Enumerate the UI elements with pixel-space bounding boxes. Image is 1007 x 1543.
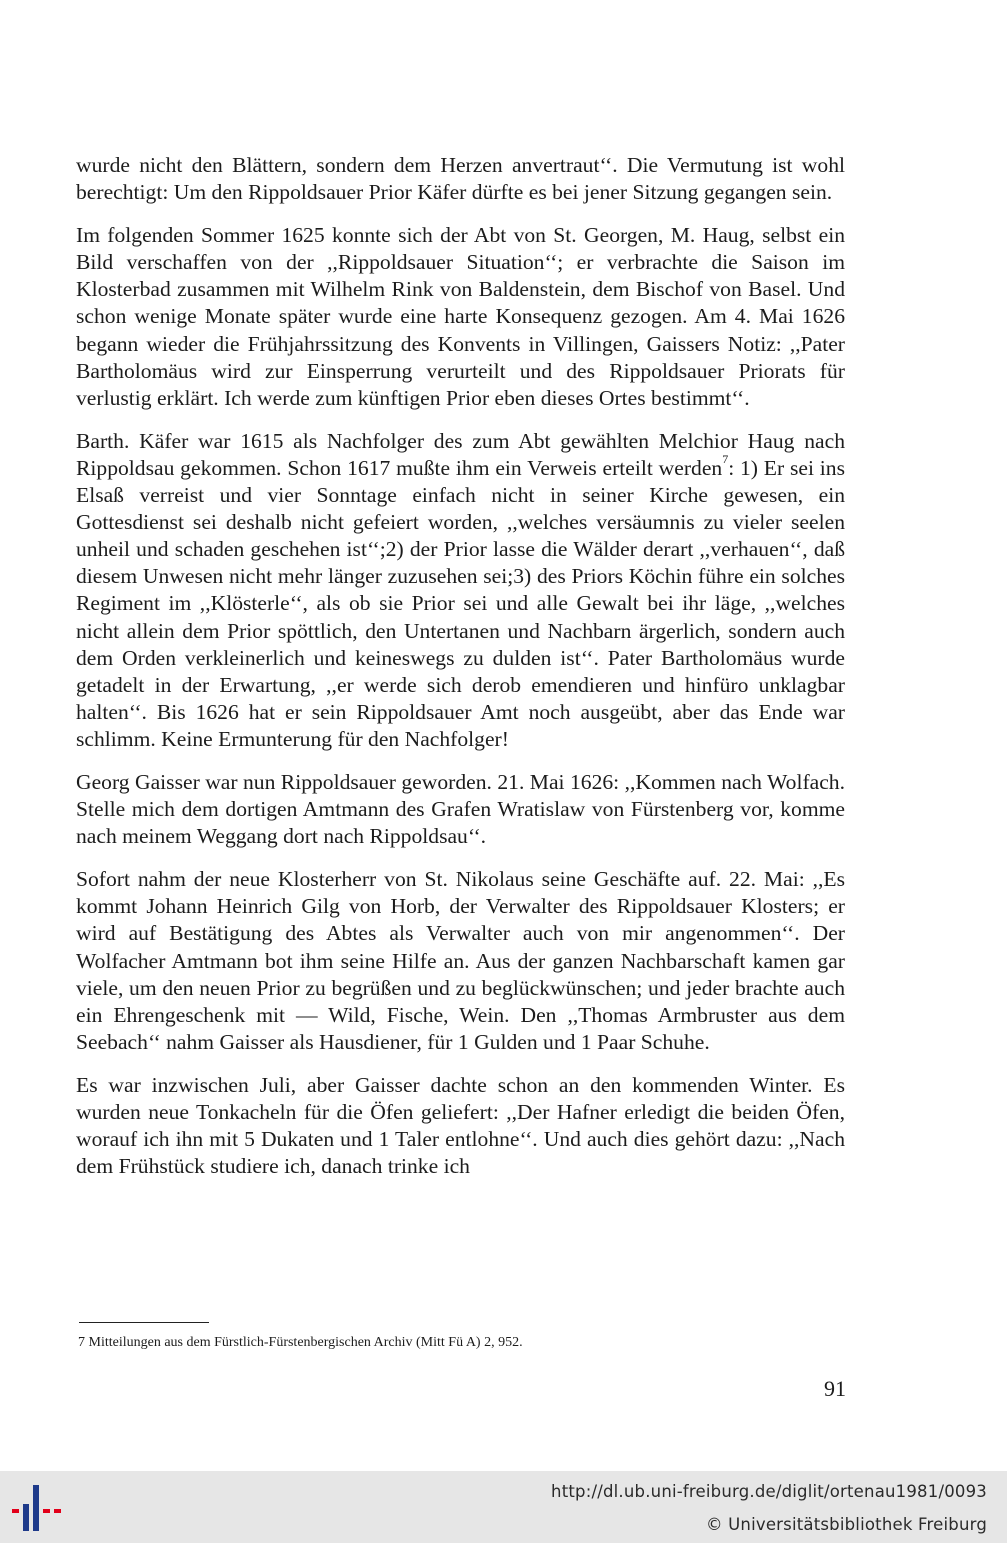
footnote-divider bbox=[79, 1322, 209, 1323]
paragraph-1: wurde nicht den Blättern, sondern dem Herzen anvertraut‘‘. Die Vermutung ist wohl berechtigt: Um den Rippoldsauer Prior Käfer dürfte es bei jener Sitzung gegangen sein. bbox=[76, 153, 845, 205]
paragraph-6: Es war inzwischen Juli, aber Gaisser dachte schon an den kommenden Winter. Es wurden neue Tonkacheln für die Öfen geliefert: ,,Der Hafner erledigt die beiden Öfen, worauf ich ihn mit 5 Dukaten und 1 Taler entlohne‘‘. Und auch dies gehört dazu: ,,Nach dem Frühstück studiere ich, danach trinke ich bbox=[76, 1072, 845, 1179]
paragraph-2: Im folgenden Sommer 1625 konnte sich der Abt von St. Georgen, M. Haug, selbst ein Bild verschaffen von der ,,Rippoldsauer Situation‘‘; er verbrachte die Saison im Klosterbad zusammen mit Wilhelm Rink von Baldenstein, dem Bischof von Basel. Und schon wenige Monate später wurde eine harte Konsequenz gezogen. Am 4. Mai 1626 begann wieder die Frühjahrssitzung des Konvents in Villingen, Gaissers Notiz: ,,Pater Bartholomäus wird zur Einsperrung verurteilt und des Rippoldsauer Priorats für verlustig erklärt. Ich werde zum künftigen Prior eben dieses Ortes bestimmt‘‘. bbox=[76, 223, 845, 410]
paragraph-5: Sofort nahm der neue Klosterherr von St. Nikolaus seine Geschäfte auf. 22. Mai: ,,Es kommt Johann Heinrich Gilg von Horb, der Verwalter des Rippoldsauer Klosters; er wird auf Bestätigung des Abtes als Verwalter auch von mir angenommen‘‘. Der Wolfacher Amtmann bot ihm seine Hilfe an. Aus der ganzen Nachbarschaft kamen gar viele, um den neuen Prior zu begrüßen und zu beglückwünschen; und jeder brachte auch ein Ehrengeschenk mit — Wild, Fische, Wein. Den ,,Thomas Armbruster aus dem Seebach‘‘ nahm Gaisser als Hausdiener, für 1 Gulden und 1 Paar Schuhe. bbox=[76, 867, 845, 1054]
footer-bar bbox=[0, 1471, 1007, 1543]
ub-freiburg-logo-icon[interactable] bbox=[10, 1482, 64, 1536]
permalink-url[interactable]: http://dl.ub.uni-freiburg.de/diglit/ortenau1981/0093 bbox=[551, 1482, 987, 1501]
paragraph-3-text-after: : 1) Er sei ins Elsaß verreist und vier Sonntage einfach nicht in seiner Kirche gewesen, ein Gottesdienst sei deshalb nicht gefeiert worden, ,,welches versäumnis zu vieler seelen unheil und schaden geschehen ist‘‘;2) der Prior lasse die Wälder derart ,,verhauen‘‘, daß diesem Unwesen nicht mehr länger zuzusehen sei;3) des Priors Köchin führe ein solches Regiment im ,,Klösterle‘‘, als ob sie Prior sei und alle Gewalt bei ihr läge, ,,welches nicht allein dem Prior spöttlich, den Untertanen und Nachbarn ärgerlich, sondern auch dem Orden verkleinerlich und keineswegs zu dulden ist‘‘. Pater Bartholomäus wurde getadelt in der Erwartung, ,,er werde sich derob emendieren und hinfüro unklagbar halten‘‘. Bis 1626 hat er sein Rippoldsauer Amt noch ausgeübt, aber das Ende war schlimm. Keine Ermunterung für den Nachfolger! bbox=[76, 455, 845, 751]
page-body bbox=[76, 152, 845, 1196]
paragraph-3 bbox=[76, 428, 845, 753]
paragraph-4: Georg Gaisser war nun Rippoldsauer geworden. 21. Mai 1626: ,,Kommen nach Wolfach. Stelle mich dem dortigen Amtmann des Grafen Wratislaw von Fürstenberg vor, komme nach meinem Weggang dort nach Rippoldsau‘‘. bbox=[76, 769, 845, 849]
page-number: 91 bbox=[824, 1376, 846, 1401]
footnote-reference[interactable]: 7 bbox=[722, 451, 729, 466]
paragraph-3-text-before: Barth. Käfer war 1615 als Nachfolger des zum Abt gewählten Melchior Haug nach Rippoldsau gekommen. Schon 1617 mußte ihm ein Verweis erteilt werden bbox=[76, 428, 845, 480]
copyright-notice: © Universitätsbibliothek Freiburg bbox=[705, 1515, 987, 1534]
footnote: 7 Mitteilungen aus dem Fürstlich-Fürstenbergischen Archiv (Mitt Fü A) 2, 952. bbox=[78, 1335, 523, 1350]
